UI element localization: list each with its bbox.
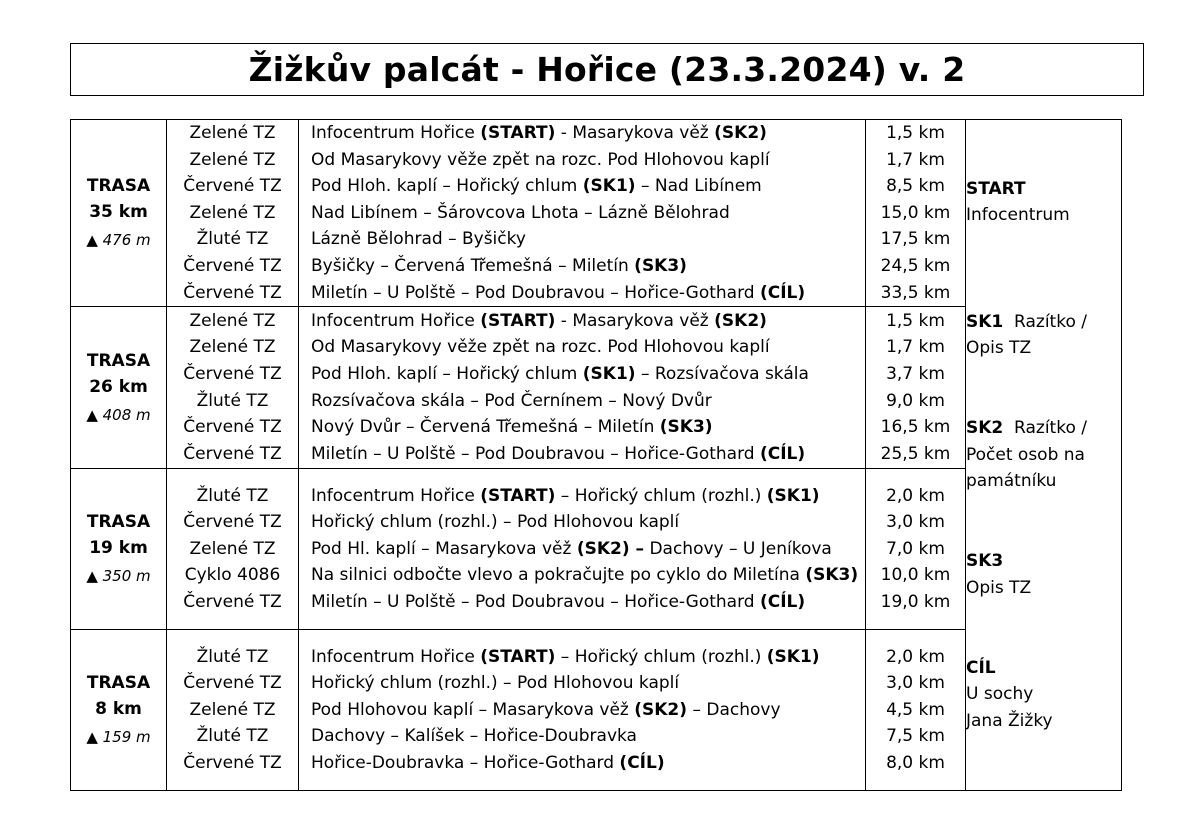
segment-text: Pod Hloh. kaplí – Hořický chlum bbox=[311, 364, 583, 385]
segment-distance: 2,0 km bbox=[886, 485, 945, 506]
route-km: 8 km bbox=[95, 699, 142, 720]
segment-text: Rozsívačova skála – Pod Černínem – Nový Dvůr bbox=[311, 390, 712, 411]
checkpoint-mark: (SK2) bbox=[714, 310, 767, 331]
legend-key-line bbox=[966, 415, 1121, 442]
legend-spacer bbox=[966, 601, 1121, 628]
route-elevation: ▲ 350 m bbox=[86, 567, 151, 586]
distance-list bbox=[866, 120, 965, 306]
checkpoint-mark: (START) bbox=[480, 485, 556, 506]
segment-distance: 7,0 km bbox=[886, 538, 945, 559]
page-title: Žižkův palcát - Hořice (23.3.2024) v. 2 bbox=[248, 50, 966, 89]
segment-cell bbox=[299, 307, 866, 469]
legend-key-line bbox=[966, 655, 1121, 682]
segment-description bbox=[299, 253, 865, 280]
segment-distance: 15,0 km bbox=[880, 202, 951, 223]
segment-description bbox=[299, 750, 865, 777]
segment-text: Od Masarykovy věže zpět na rozc. Pod Hlohovou kaplí bbox=[311, 337, 770, 358]
segment-description bbox=[299, 226, 865, 253]
trail-color: Červené TZ bbox=[183, 255, 282, 276]
route-label-cell bbox=[71, 307, 167, 469]
segment-description bbox=[299, 280, 865, 307]
distance-list bbox=[866, 483, 965, 616]
trail-color: Žluté TZ bbox=[196, 390, 269, 411]
route-label: TRASA bbox=[86, 673, 151, 694]
legend-spacer bbox=[966, 628, 1121, 655]
trail-color: Červené TZ bbox=[183, 443, 282, 464]
route-row bbox=[71, 630, 1122, 791]
trail-color: Cyklo 4086 bbox=[184, 565, 281, 586]
trail-color: Zelené TZ bbox=[189, 337, 276, 358]
segment-distance: 9,0 km bbox=[886, 390, 945, 411]
legend-spacer bbox=[966, 229, 1121, 256]
legend-item bbox=[966, 176, 1121, 309]
segment-text: Infocentrum Hořice bbox=[311, 123, 481, 143]
segment-description bbox=[299, 562, 865, 589]
legend-spacer bbox=[966, 389, 1121, 416]
segment-distance: 8,5 km bbox=[886, 176, 945, 197]
legend-line: Infocentrum bbox=[966, 205, 1070, 226]
route-elevation: ▲ 476 m bbox=[86, 231, 151, 250]
legend-line: Jana Žižky bbox=[966, 710, 1053, 731]
legend-line: památníku bbox=[966, 471, 1057, 492]
route-km: 19 km bbox=[89, 538, 148, 559]
trail-color: Červené TZ bbox=[183, 176, 282, 197]
checkpoint-mark: (SK2) bbox=[634, 699, 688, 720]
segment-text: Byšičky – Červená Třemešná – Miletín bbox=[311, 255, 635, 276]
legend-spacer bbox=[966, 522, 1121, 549]
segment-text: Nový Dvůr – Červená Třemešná – Miletín bbox=[311, 417, 660, 438]
legend-item bbox=[966, 548, 1121, 654]
legend-item bbox=[966, 655, 1121, 735]
checkpoint-mark: (START) bbox=[480, 310, 556, 331]
checkpoint-mark: (SK1) bbox=[766, 485, 820, 506]
legend-line: Opis TZ bbox=[966, 338, 1032, 359]
segment-text: Nad Libínem – Šárovcova Lhota – Lázně Bělohrad bbox=[311, 202, 730, 223]
route-elevation: ▲ 159 m bbox=[86, 728, 151, 747]
segment-distance: 2,0 km bbox=[886, 646, 945, 667]
segment-description bbox=[299, 441, 865, 468]
segment-list bbox=[299, 308, 865, 468]
route-label-cell bbox=[71, 630, 167, 791]
distance-cell bbox=[866, 469, 966, 630]
segment-description bbox=[299, 536, 865, 563]
segment-description bbox=[299, 697, 865, 724]
legend-inline: Razítko / bbox=[1003, 311, 1087, 332]
checkpoint-mark: (SK1) bbox=[582, 364, 636, 385]
segment-description bbox=[299, 308, 865, 335]
segment-distance: 3,7 km bbox=[886, 364, 945, 385]
route-km: 26 km bbox=[89, 376, 148, 397]
segment-list bbox=[299, 483, 865, 616]
legend-key: SK3 bbox=[966, 551, 1004, 572]
segment-text: – Hořický chlum (rozhl.) bbox=[555, 485, 767, 506]
legend-line: Počet osob na bbox=[966, 444, 1085, 465]
trail-color-list bbox=[167, 308, 298, 468]
segment-text: – Nad Libínem bbox=[635, 176, 762, 197]
segment-description bbox=[299, 334, 865, 361]
segment-description bbox=[299, 483, 865, 510]
trail-color-list bbox=[167, 483, 298, 616]
segment-description bbox=[299, 723, 865, 750]
segment-distance: 3,0 km bbox=[886, 673, 945, 694]
segment-text: Lázně Bělohrad – Byšičky bbox=[311, 229, 526, 250]
route-label: TRASA bbox=[86, 350, 151, 371]
distance-cell bbox=[866, 630, 966, 791]
trail-color: Zelené TZ bbox=[189, 149, 276, 170]
legend-line: U sochy bbox=[966, 684, 1034, 705]
routes-table bbox=[70, 119, 1122, 791]
trail-color: Žluté TZ bbox=[196, 229, 269, 250]
trail-color-cell bbox=[167, 307, 299, 469]
segment-distance: 24,5 km bbox=[880, 255, 951, 276]
segment-cell bbox=[299, 120, 866, 307]
legend-key-line bbox=[966, 176, 1121, 203]
trail-color: Žluté TZ bbox=[196, 646, 269, 667]
segment-text: Pod Hl. kaplí – Masarykova věž bbox=[311, 538, 577, 559]
legend-key: SK2 bbox=[966, 418, 1004, 439]
checkpoint-mark: (SK3) bbox=[659, 417, 713, 438]
route-row bbox=[71, 307, 1122, 469]
segment-text: Hořický chlum (rozhl.) – Pod Hlohovou kaplí bbox=[311, 673, 680, 694]
segment-distance: 1,7 km bbox=[886, 149, 945, 170]
segment-text: – Dachovy bbox=[687, 699, 781, 720]
segment-text: - Masarykova věž bbox=[555, 123, 715, 143]
trail-color: Červené TZ bbox=[183, 753, 282, 774]
route-row bbox=[71, 120, 1122, 307]
trail-color: Červené TZ bbox=[183, 282, 282, 303]
distance-cell bbox=[866, 307, 966, 469]
segment-text: Infocentrum Hořice bbox=[311, 646, 481, 667]
segment-text: Hořický chlum (rozhl.) – Pod Hlohovou kaplí bbox=[311, 512, 680, 533]
route-label-cell bbox=[71, 469, 167, 630]
checkpoint-mark: (SK1) bbox=[766, 646, 820, 667]
segment-distance: 10,0 km bbox=[880, 565, 951, 586]
trail-color: Zelené TZ bbox=[189, 123, 276, 143]
segment-distance: 1,5 km bbox=[886, 123, 945, 143]
segment-description bbox=[299, 120, 865, 147]
checkpoint-mark: (SK2) – bbox=[576, 538, 645, 559]
segment-description bbox=[299, 361, 865, 388]
trail-color: Červené TZ bbox=[183, 592, 282, 613]
checkpoint-mark: (CÍL) bbox=[759, 592, 806, 613]
segment-description bbox=[299, 644, 865, 671]
segment-text: Dachovy – Kalíšek – Hořice-Doubravka bbox=[311, 726, 637, 747]
distance-list bbox=[866, 644, 965, 777]
legend-key: START bbox=[966, 178, 1026, 199]
checkpoint-mark: (CÍL) bbox=[619, 753, 665, 774]
title-box bbox=[70, 43, 1144, 96]
segment-description bbox=[299, 509, 865, 536]
segment-text: Od Masarykovy věže zpět na rozc. Pod Hlohovou kaplí bbox=[311, 149, 770, 170]
legend-key-line bbox=[966, 548, 1121, 575]
trail-color-cell bbox=[167, 469, 299, 630]
checkpoint-mark: (SK2) bbox=[714, 123, 767, 143]
segment-description bbox=[299, 414, 865, 441]
legend-spacer bbox=[966, 282, 1121, 309]
legend-line: Opis TZ bbox=[966, 577, 1032, 598]
trail-color: Červené TZ bbox=[183, 417, 282, 438]
trail-color: Červené TZ bbox=[183, 512, 282, 533]
legend-key: CÍL bbox=[966, 657, 996, 678]
legend-cell bbox=[966, 120, 1122, 791]
segment-text: – Rozsívačova skála bbox=[635, 364, 809, 385]
checkpoint-mark: (SK3) bbox=[805, 565, 859, 586]
trail-color: Žluté TZ bbox=[196, 726, 269, 747]
segment-text: Hořice-Doubravka – Hořice-Gothard bbox=[311, 753, 620, 774]
segment-text: Infocentrum Hořice bbox=[311, 310, 481, 331]
legend-key: SK1 bbox=[966, 311, 1004, 332]
segment-text: Dachovy – U Jeníkova bbox=[644, 538, 832, 559]
segment-text: Pod Hloh. kaplí – Hořický chlum bbox=[311, 176, 583, 197]
legend-key-line bbox=[966, 309, 1121, 336]
trail-color: Žluté TZ bbox=[196, 485, 269, 506]
route-elevation: ▲ 408 m bbox=[86, 405, 151, 424]
segment-cell bbox=[299, 469, 866, 630]
route-label-cell bbox=[71, 120, 167, 307]
segment-description bbox=[299, 388, 865, 415]
trail-color-cell bbox=[167, 630, 299, 791]
segment-distance: 1,5 km bbox=[886, 310, 945, 331]
legend-spacer bbox=[966, 362, 1121, 389]
route-km: 35 km bbox=[89, 202, 148, 223]
segment-description bbox=[299, 589, 865, 616]
legend-item bbox=[966, 415, 1121, 548]
segment-text: Miletín – U Polště – Pod Doubravou – Hořice-Gothard bbox=[311, 592, 760, 613]
segment-text: Pod Hlohovou kaplí – Masarykova věž bbox=[311, 699, 635, 720]
distance-list bbox=[866, 308, 965, 468]
segment-list bbox=[299, 120, 865, 306]
checkpoint-mark: (START) bbox=[480, 123, 556, 143]
trail-color: Červené TZ bbox=[183, 364, 282, 385]
segment-description bbox=[299, 670, 865, 697]
segment-description bbox=[299, 200, 865, 227]
segment-description bbox=[299, 147, 865, 174]
trail-color-list bbox=[167, 644, 298, 777]
checkpoint-mark: (CÍL) bbox=[759, 282, 806, 303]
segment-cell bbox=[299, 630, 866, 791]
trail-color-cell bbox=[167, 120, 299, 307]
route-label: TRASA bbox=[86, 176, 151, 197]
legend-spacer bbox=[966, 495, 1121, 522]
segment-distance: 1,7 km bbox=[886, 337, 945, 358]
trail-color: Zelené TZ bbox=[189, 202, 276, 223]
route-row bbox=[71, 469, 1122, 630]
checkpoint-mark: (CÍL) bbox=[759, 443, 806, 464]
checkpoint-mark: (SK3) bbox=[634, 255, 687, 276]
checkpoint-mark: (START) bbox=[480, 646, 556, 667]
segment-distance: 33,5 km bbox=[880, 282, 951, 303]
trail-color: Zelené TZ bbox=[189, 310, 276, 331]
segment-distance: 17,5 km bbox=[880, 229, 951, 250]
segment-distance: 3,0 km bbox=[886, 512, 945, 533]
segment-distance: 8,0 km bbox=[886, 753, 945, 774]
segment-text: Na silnici odbočte vlevo a pokračujte po cyklo do Miletína bbox=[311, 565, 806, 586]
checkpoint-mark: (SK1) bbox=[582, 176, 636, 197]
segment-text: Infocentrum Hořice bbox=[311, 485, 481, 506]
segment-distance: 19,0 km bbox=[880, 592, 951, 613]
trail-color-list bbox=[167, 120, 298, 306]
distance-cell bbox=[866, 120, 966, 307]
segment-distance: 16,5 km bbox=[880, 417, 951, 438]
legend-inline: Razítko / bbox=[1003, 418, 1087, 439]
trail-color: Červené TZ bbox=[183, 673, 282, 694]
segment-distance: 7,5 km bbox=[886, 726, 945, 747]
segment-distance: 4,5 km bbox=[886, 699, 945, 720]
segment-text: Miletín – U Polště – Pod Doubravou – Hořice-Gothard bbox=[311, 282, 760, 303]
trail-color: Zelené TZ bbox=[189, 699, 276, 720]
segment-text: – Hořický chlum (rozhl.) bbox=[555, 646, 767, 667]
segment-distance: 25,5 km bbox=[880, 443, 951, 464]
legend-item bbox=[966, 309, 1121, 415]
segment-text: Miletín – U Polště – Pod Doubravou – Hořice-Gothard bbox=[311, 443, 760, 464]
route-label: TRASA bbox=[86, 512, 151, 533]
segment-description bbox=[299, 173, 865, 200]
segment-list bbox=[299, 644, 865, 777]
legend-spacer bbox=[966, 256, 1121, 283]
segment-text: - Masarykova věž bbox=[555, 310, 715, 331]
trail-color: Zelené TZ bbox=[189, 538, 276, 559]
